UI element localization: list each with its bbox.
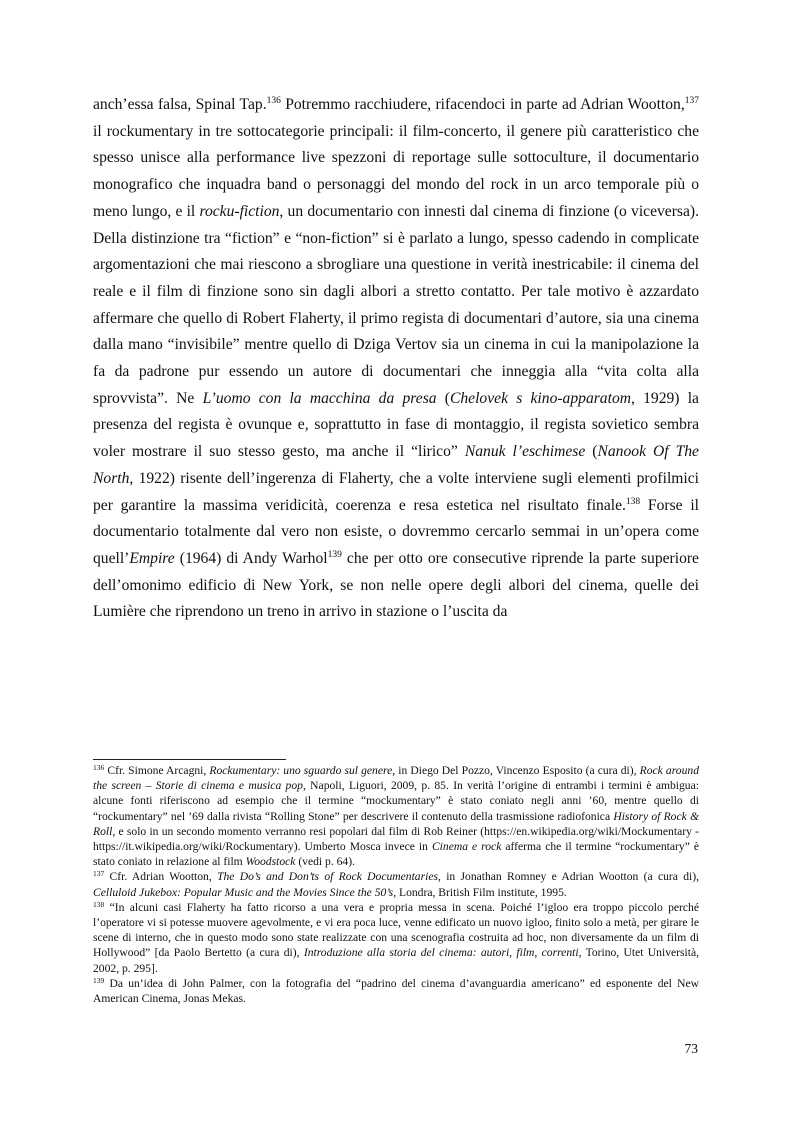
page-number: 73 [684,1041,698,1056]
footnote-138: $^{138}$ “In alcuni casi Flaherty ha fatto ricorso a una vera e propria messa in scena. Poiché l’igloo era troppo piccolo perché l’operatore vi si potesse muovere agevolmente, e vi era poca luce, venne edificato un nuovo igloo, finito solo a metà, per girare le scene di interno, che in questo modo sono state realizzate con una scenografia costruita ad hoc, non diversamente da un film di Hollywood” [da Paolo Bertetto (a cura di), Introduzione alla storia del cinema: autori, film, correnti, Torino, Utet Università, 2002, p. 295]. [93,899,699,975]
footnote-ref-136[interactable]: 136 [266,96,281,106]
footnote-139: $^{139}$ Da un’idea di John Palmer, con la fotografia del “padrino del cinema d’avanguardia americano” ed esponente del New American Cinema, Jonas Mekas. [93,975,699,1006]
footnote-136: $^{136}$ Cfr. Simone Arcagni, Rockumentary: uno sguardo sul genere, in Diego Del Pozzo, Vincenzo Esposito (a cura di), Rock around the screen – Storie di cinema e musica pop, Napoli, Liguori, 2009, p. 85. In verità l’origine di entrambi i termini è ambigua: alcune fonti riferiscono ad esempio che il termine “mockumentary” è stato coniato negli anni ’60, mentre quello di “rockumentary” nel ’69 dalla rivista “Rolling Stone” per descrivere il contenuto della trasmissione radiofonica History of Rock & Roll, e solo in un secondo momento verranno resi popolari dal film di Rob Reiner (https://en.wikipedia.org/wiki/Mockumentary - https://it.wikipedia.org/wiki/Rockumentary). Umberto Mosca invece in Cinema e rock afferma che il termine “rockumentary” è stato coniato in relazione al film Woodstock (vedi p. 64). [93,763,699,869]
body-paragraph: anch’essa falsa, Spinal Tap.$^{136}$ Potremmo racchiudere, rifacendoci in parte ad Adrian Wootton,$^{137}$ il rockumentary in tre sottocategorie principali: il film-concerto, il genere più caratteristico che spesso unisce alla performance live spezzoni di reportage sulle sottoculture, il documentario monografico che inquadra band o personaggi del mondo del rock in un arco temporale più o meno lungo, e il rocku-fiction, un documentario con innesti dal cinema di finzione (o viceversa). Della distinzione tra “fiction” e “non-fiction” si è parlato a lungo, spesso cadendo in complicate argomentazioni che mai riescono a sbrogliare una questione in verità inestricabile: il cinema del reale e il film di finzione sono sin dagli albori a stretto contatto. Per tale motivo è azzardato affermare che quello di Robert Flaherty, il primo regista di documentari d’autore, sia una cinema dalla mano “invisibile” mentre quello di Dziga Vertov sia un cinema in cui la manipolazione la fa da padrone pur essendo un autore di documentari che inneggia alla “vita colta alla sprovvista”. Ne L’uomo con la macchina da presa (Chelovek s kino-apparatom, 1929) la presenza del regista è ovunque e, soprattutto in fase di montaggio, il regista sovietico sembra voler mostrare il suo stesso gesto, ma anche il “lirico” Nanuk l’eschimese (Nanook Of The North, 1922) risente dell’ingerenza di Flaherty, che a volte interviene sugli elementi profilmici per garantire la massima veridicità, coerenza e resa estetica nel risultato finale.$^{138}$ Forse il documentario totalmente dal vero non esiste, o dovremmo cercarlo semmai in un’opera come quell’Empire (1964) di Andy Warhol$^{139}$ che per otto ore consecutive riprende la parte superiore dell’omonimo edificio di New York, se non nelle opere degli albori del cinema, quelle dei Lumière che riprendono un treno in arrivo in stazione o l’uscita da [93,96,699,621]
footnote-ref-138[interactable]: 138 [625,496,641,507]
footnote-separator [93,759,286,760]
footnote-137: $^{137}$ Cfr. Adrian Wootton, The Do’s and Don’ts of Rock Documentaries, in Jonathan Romney e Adrian Wootton (a cura di), Celluloid Jukebox: Popular Music and the Movies Since the 50’s, Londra, British Film institute, 1995. [93,869,699,899]
body-text [93,92,699,626]
footnotes [93,763,699,1006]
footnote-ref-139[interactable]: 139 [327,549,342,560]
footnote-ref-137[interactable]: 137 [684,96,699,106]
